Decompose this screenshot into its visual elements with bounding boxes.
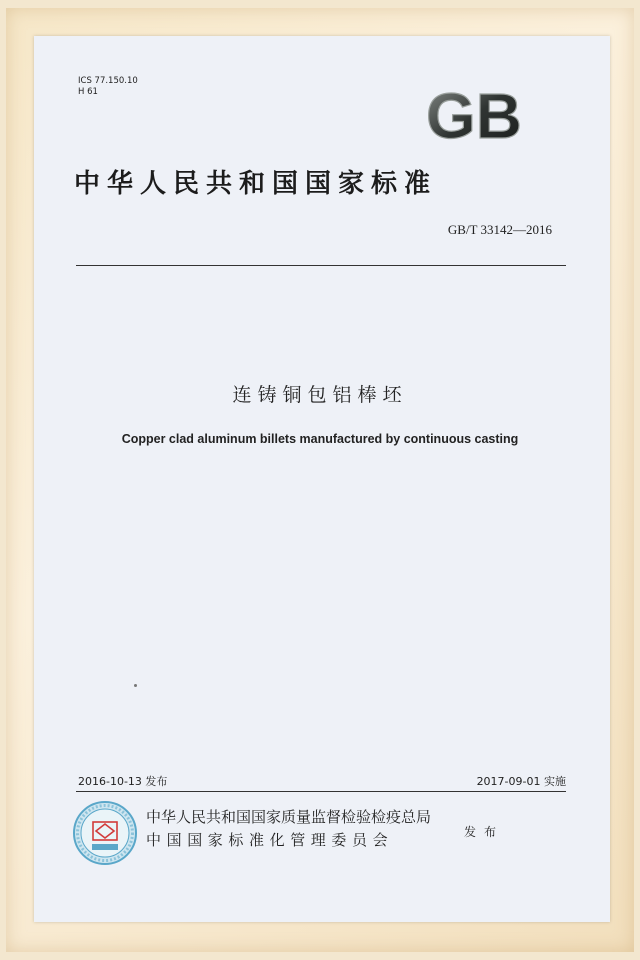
header-divider: [76, 265, 566, 266]
ics-code: ICS 77.150.10: [78, 76, 138, 86]
gb-logo-text: GB: [426, 86, 522, 146]
issuer-sac: 中国国家标准化管理委员会: [146, 831, 394, 849]
document-title-en: Copper clad aluminum billets manufactured by continuous casting: [121, 432, 519, 446]
issuer-seal: [72, 800, 138, 866]
document-title-cn: 连铸铜包铝棒坯: [232, 384, 408, 406]
standard-title: 中华人民共和国国家标准: [74, 169, 438, 199]
footer-divider: [76, 791, 566, 792]
classification-codes: [78, 76, 138, 98]
issuer-aqsiq: 中华人民共和国国家质量监督检验检疫总局: [146, 808, 432, 826]
scan-speck: [134, 684, 137, 687]
ccs-code: H 61: [78, 87, 98, 97]
gb-logo: [414, 86, 534, 146]
issue-date: 2016-10-13 发布: [78, 775, 168, 788]
publish-label: 发布: [464, 825, 505, 839]
standard-number: GB/T 33142—2016: [447, 222, 552, 237]
implementation-date: 2017-09-01 实施: [476, 775, 566, 788]
